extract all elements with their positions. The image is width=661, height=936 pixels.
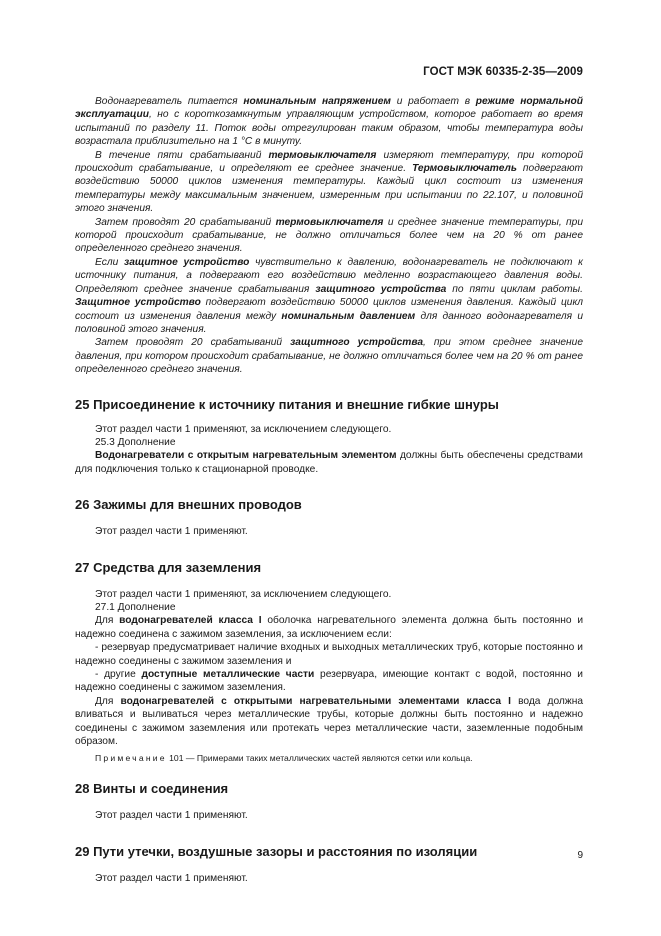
subsection-25-3: 25.3 Дополнение bbox=[95, 436, 176, 448]
section-25-requirement: Водонагреватели с открытым нагревательным элементом должны быть обеспечены средствами для подключения только к стационарной проводке. bbox=[75, 450, 583, 475]
note-label: Примечание bbox=[95, 753, 167, 764]
section-27-heading: 27 Средства для заземления bbox=[75, 559, 262, 575]
list-item-metal-parts: - другие доступные металлические части резервуара, имеющие контакт с водой, постоянно и надежно соединены с зажимом заземления. bbox=[75, 669, 583, 694]
note-101: Примечание 101 — Примерами таких металлических частей являются сетки или кольца. bbox=[95, 753, 473, 764]
page-number: 9 bbox=[577, 850, 583, 861]
document-code-header: ГОСТ МЭК 60335-2-35—2009 bbox=[423, 66, 583, 78]
section-27-open-elements: Для водонагревателей с открытыми нагревательными элементами класса I вода должна вливаться и выливаться через металлические трубы, которые должны быть постоянно и надежно соединены с зажимом заземления или протекать через металлические части, заземленные подобным образом. bbox=[75, 695, 583, 748]
section-25-heading: 25 Присоединение к источнику питания и внешние гибкие шнуры bbox=[75, 396, 499, 412]
section-28-text: Этот раздел части 1 применяют. bbox=[95, 810, 248, 822]
subsection-27-1: 27.1 Дополнение bbox=[95, 601, 176, 613]
paragraph-thermal-repeat: Затем проводят 20 срабатываний термовыключателя и среднее значение температуры, при которой происходит срабатывание, не должно отличаться более чем на 20 % от ранее определенного среднего значения. bbox=[75, 216, 583, 255]
paragraph-protective-device: Если защитное устройство чувствительно к давлению, водонагреватель не подключают к источнику питания, а подвергают его воздействию медленно возрастающего давления воды. Определяют среднее значение срабатывания защитного устройства по пяти циклам работы. Защитное устройство подвергают воздействию 50000 циклов изменения давления. Каждый цикл состоит из изменения давления между номинальным давлением для данного водонагревателя и половиной этого значения. bbox=[75, 256, 584, 335]
page-content bbox=[75, 95, 583, 885]
list-item-pipes: - резервуар предусматривает наличие входных и выходных металлических труб, которые постоянно и надежно соединены с зажимом заземления и bbox=[75, 642, 583, 667]
section-26-heading: 26 Зажимы для внешних проводов bbox=[75, 497, 302, 513]
section-25-text: Этот раздел части 1 применяют, за исключением следующего. bbox=[95, 423, 392, 435]
paragraph-protective-repeat: Затем проводят 20 срабатываний защитного устройства, при этом среднее значение давления, при котором происходит срабатывание, не должно отличаться более чем на 20 % от ранее определенного среднего значения. bbox=[75, 337, 583, 376]
section-29-text: Этот раздел части 1 применяют. bbox=[95, 872, 248, 884]
paragraph-thermal-cutout: В течение пяти срабатываний термовыключателя измеряют температуру, при которой происходит срабатывание, и определяют ее среднее значение. Термовыключатель подвергают воздействию 50000 циклов изменения температуры. Каждый цикл состоит из изменения температуры между максимальным значением, измеренным при испытании по 22.107, и половиной этого значения. bbox=[75, 149, 583, 215]
section-28-heading: 28 Винты и соединения bbox=[75, 781, 229, 797]
section-27-class-i: Для водонагревателей класса I оболочка нагревательного элемента должна быть постоянно и надежно соединена с зажимом заземления, за исключением если: bbox=[75, 615, 584, 640]
section-29-heading: 29 Пути утечки, воздушные зазоры и расстояния по изоляции bbox=[75, 843, 478, 859]
section-26-text: Этот раздел части 1 применяют. bbox=[95, 526, 248, 538]
section-27-text: Этот раздел части 1 применяют, за исключением следующего. bbox=[95, 588, 392, 600]
paragraph-supply: Водонагреватель питается номинальным напряжением и работает в режиме нормальной эксплуатации, но с короткозамкнутым управляющим устройством, которое работает во время испытаний по разделу 11. Поток воды отрегулирован таким образом, чтобы температура воды возрастала приблизительно на 1 °С в минуту. bbox=[75, 96, 583, 148]
